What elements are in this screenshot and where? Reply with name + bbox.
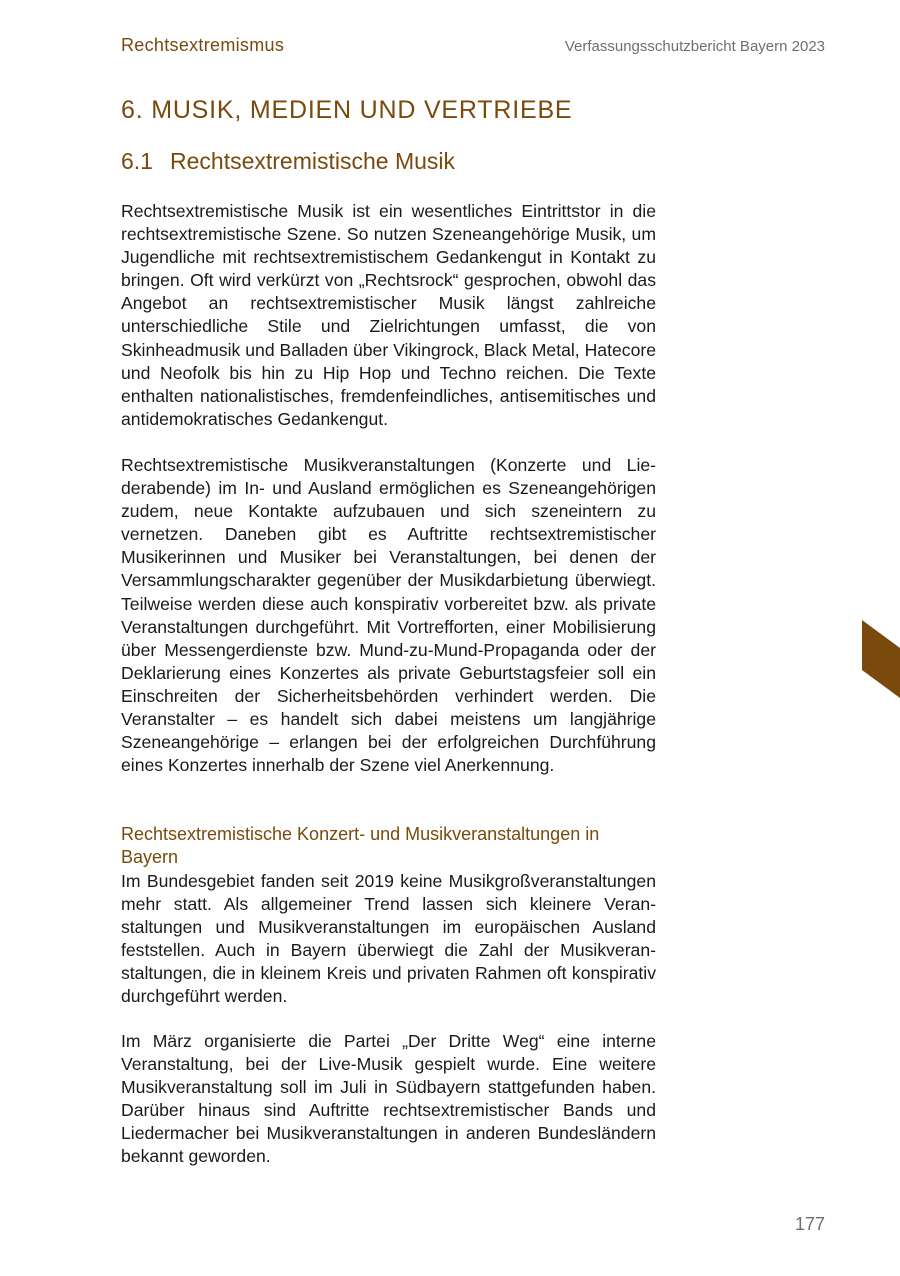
subsection-heading: Rechtsextremistische Konzert- und Musikveranstaltungen in Bayern [121, 824, 600, 867]
section-heading [121, 148, 455, 175]
section-number: 6.1 [121, 148, 153, 174]
paragraph-events: Rechtsextremistische Musikveranstaltungen (Konzerte und Liederabende) im In- und Ausland ermöglichen es Szeneangehörigen zudem, neue Kontakte aufzubauen und sich szeneintern zu vernetzen. Daneben gibt es Auftritte rechtsextremistischer Musikerinnen und Musiker bei Veranstaltungen, bei denen der Versammlungscharakter gegenüber der Musikdarbietung überwiegt. Teilweise werden diese auch konspirativ vorbereitet bzw. als private Veranstaltungen durchgeführt. Mit Vortrefforten, einer Mobilisierung über Messengerdienste bzw. Mund-zu-Mund-Propaganda oder der Deklarierung eines Konzertes als private Geburtstagsfeier soll ein Einschreiten der Sicherheitsbehörden verhindert werden. Die Veranstalter – es handelt sich dabei meistens um langjährige Szeneangehörige – erlangen bei der erfolgreichen Durchführung eines Konzertes innerhalb der Szene viel Anerkennung. [121, 455, 656, 776]
paragraph-bavaria-events: Im März organisierte die Partei „Der Dritte Weg“ eine interne Veranstaltung, bei der Live-Musik gespielt wurde. Eine weitere Musikveranstaltung soll im Juli in Südbayern stattgefunden haben. Darüber hinaus sind Auftritte rechtsextremistischer Bands und Liedermacher bei Musikveranstaltungen in anderen Bundesländern bekannt geworden. [121, 1031, 656, 1167]
chapter-thumb-tab [862, 620, 900, 698]
running-head-publication: Verfassungsschutzbericht Bayern 2023 [564, 38, 825, 55]
running-head-section: Rechtsextremismus [121, 35, 285, 55]
page-number: 177 [794, 1214, 825, 1234]
section-title: Rechtsextremistische Musik [170, 148, 456, 174]
chapter-title: 6. MUSIK, MEDIEN UND VERTRIEBE [121, 96, 573, 124]
paragraph-federal-trend: Im Bundesgebiet fanden seit 2019 keine Musikgroßveranstaltungen mehr statt. Als allgemeiner Trend lassen sich kleinere Veranstaltungen und Musikveranstaltungen im europäischen Ausland feststellen. Auch in Bayern überwiegt die Zahl der Musikveranstaltungen, die in kleinem Kreis und privaten Rahmen oft konspirativ durchgeführt werden. [121, 871, 656, 1007]
paragraph-intro: Rechtsextremistische Musik ist ein wesentliches Eintrittstor in die rechtsextremistische Szene. So nutzen Szeneangehörige Musik, um Jugendliche mit rechtsextremistischem Gedankengut in Kontakt zu bringen. Oft wird verkürzt von „Rechtsrock“ gesprochen, obwohl das Angebot an rechtsextremistischer Musik längst zahlreiche unterschiedliche Stile und Zielrichtungen umfasst, die von Skinheadmusik und Balladen über Vikingrock, Black Metal, Hatecore und Neofolk bis hin zu Hip Hop und Techno reichen. Die Texte enthalten nationalistisches, fremdenfeindliches, antisemitisches und antidemokratisches Gedankengut. [121, 201, 656, 429]
